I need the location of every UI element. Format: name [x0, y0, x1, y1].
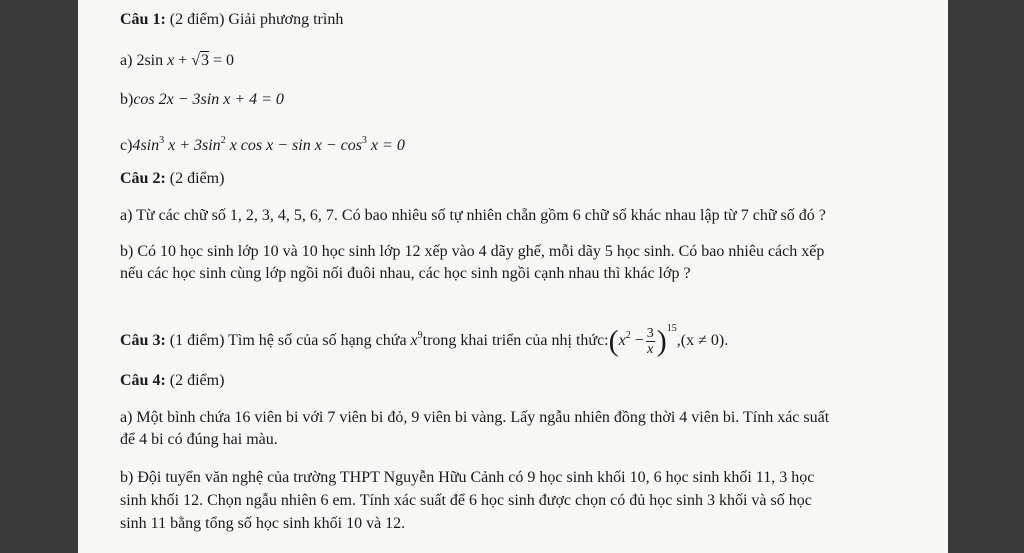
q3-binomial: ($x^2$ − $\frac{3}{x}$ )$^{15}$	[608, 323, 677, 358]
q3-text2: trong khai triển của nhị thức:	[422, 332, 609, 349]
q3-text: (1 điểm) Tìm hệ số của số hạng chứa	[169, 332, 407, 349]
q1-part-c	[120, 130, 405, 157]
q4-title: Câu 4:	[120, 372, 166, 389]
q2-part-b-line1: b) Có 10 học sinh lớp 10 và 10 học sinh lớp 12 xếp vào 4 dãy ghế, mỗi dãy 5 học sinh. Có bao nhiêu cách xếp	[120, 243, 825, 260]
q4-part-a-line1: a) Một bình chứa 16 viên bi với 7 viên bi đỏ, 9 viên bi vàng. Lấy ngẫu nhiên đồng thời 4 viên bi. Tính xác suất	[120, 409, 830, 426]
document-page	[78, 0, 948, 553]
q1-b-expr: cos 2x − 3sin x + 4 = 0	[133, 91, 284, 108]
q1-part-a	[120, 50, 234, 72]
q3-condition: ,(x ≠ 0).	[676, 332, 729, 349]
right-dark-border	[948, 0, 1024, 553]
q2-points: (2 điểm)	[169, 170, 225, 187]
q1-c-expr: $4\sin^3$ $x + 3\sin^2$ x $\cos x - \sin x - \cos^3 x = 0$	[132, 135, 405, 154]
left-dark-border	[0, 0, 78, 553]
q4-points: (2 điểm)	[169, 372, 225, 389]
q2-part-b-line2: nếu các học sinh cùng lớp ngồi nối đuôi nhau, các học sinh ngồi cạnh nhau thì khác lớp ?	[120, 265, 691, 282]
q1-a-label: a)	[120, 52, 133, 69]
q1-heading	[120, 9, 343, 31]
q1-a-expr: 2sin x + √3 = 0	[136, 52, 235, 69]
q3-line	[120, 310, 728, 360]
q1-b-label: b)	[120, 91, 134, 108]
q1-title: Câu 1:	[120, 11, 166, 28]
q3-x9: $x^9$	[410, 330, 423, 349]
q1-points: (2 điểm) Giải phương trình	[169, 11, 344, 28]
q4-heading	[120, 370, 224, 392]
q4-part-b-line1: b) Đội tuyển văn nghệ của trường THPT Nguyễn Hữu Cảnh có 9 học sinh khối 10, 6 học sinh khối 11, 3 học	[120, 469, 815, 486]
q2-part-a: a) Từ các chữ số 1, 2, 3, 4, 5, 6, 7. Có bao nhiêu số tự nhiên chẵn gồm 6 chữ số khác nhau lập từ 7 chữ số đó ?	[120, 207, 826, 224]
q1-c-label: c)	[120, 137, 133, 154]
q4-part-b-line3: sinh 11 bằng tổng số học sinh khối 10 và 12.	[120, 515, 406, 532]
q2-title: Câu 2:	[120, 170, 166, 187]
q4-part-b-line2: sinh khối 12. Chọn ngẫu nhiên 6 em. Tính xác suất để 6 học sinh được chọn có đủ học sinh 3 khối và số học	[120, 492, 812, 509]
q3-title: Câu 3:	[120, 332, 166, 349]
q2-heading	[120, 168, 224, 190]
q4-part-a-line2: để 4 bi có đúng hai màu.	[120, 431, 278, 448]
q1-part-b	[120, 89, 284, 111]
